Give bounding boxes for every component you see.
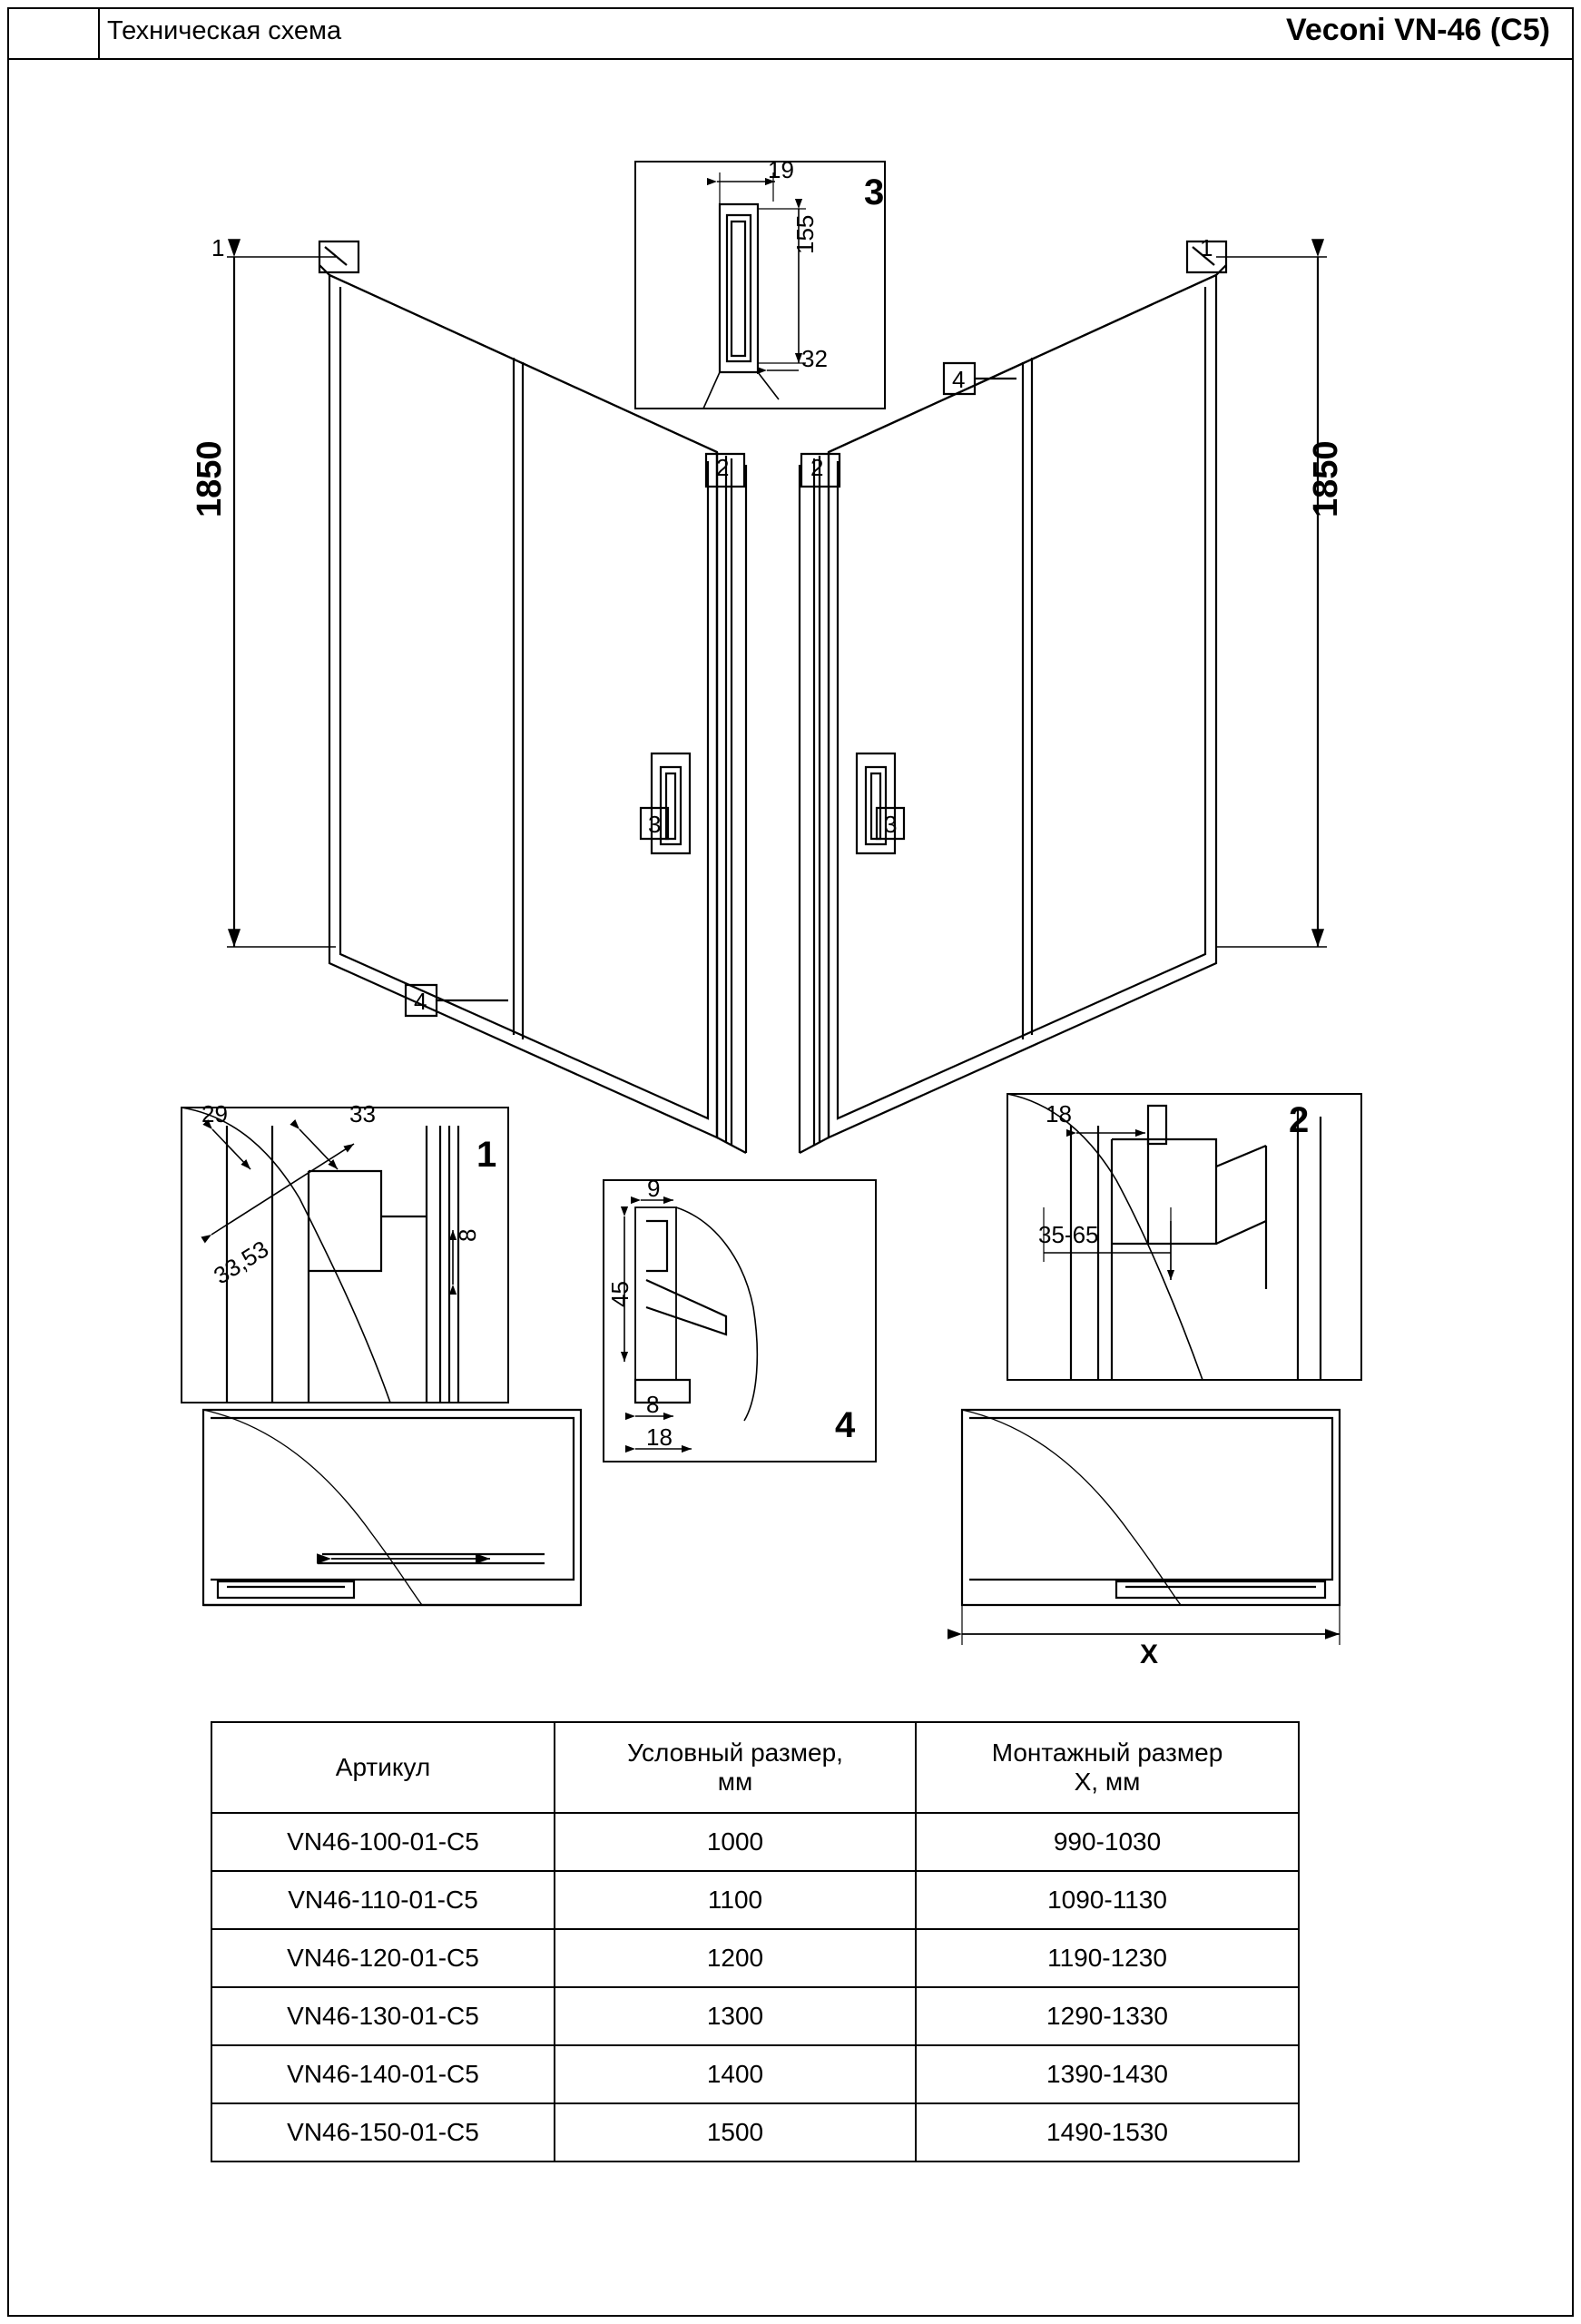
detail-2-label: 2 [1289,1100,1310,1140]
detail-1-dim-b: 33 [349,1100,376,1128]
table-row [211,2103,1299,2162]
marker-3-left-label: 3 [648,811,662,838]
detail-3-height-dim: 155 [791,214,819,254]
marker-2-right-label: 2 [810,454,824,481]
cell-mount: 990-1030 [916,1813,1299,1871]
marker-1-right-label: 1 [1200,234,1213,261]
detail-1-dim-c: 33,53 [209,1235,274,1290]
height-dimension-left: 1850 [191,440,229,517]
table-row [211,1929,1299,1987]
cell-nominal: 1400 [555,2045,916,2103]
header-mount-line1: Монтажный размер [991,1738,1223,1767]
detail-4-label: 4 [835,1405,856,1445]
header-article: Артикул [211,1722,555,1813]
cell-article: VN46-140-01-C5 [211,2045,555,2103]
detail-3-depth-dim: 32 [801,345,828,372]
header-mount-size [916,1722,1299,1813]
cell-mount: 1390-1430 [916,2045,1299,2103]
cell-nominal: 1200 [555,1929,916,1987]
table-row [211,1987,1299,2045]
detail-4-dim-a: 9 [647,1175,661,1202]
cell-nominal: 1300 [555,1987,916,2045]
header-nominal-line1: Условный размер, [627,1738,843,1767]
drawing-type-label: Техническая схема [107,16,342,45]
cell-nominal: 1500 [555,2103,916,2162]
cell-mount: 1490-1530 [916,2103,1299,2162]
cell-article: VN46-120-01-C5 [211,1929,555,1987]
cell-article: VN46-130-01-C5 [211,1987,555,2045]
plan-x-dimension: X [1140,1640,1159,1669]
marker-2-left-label: 2 [716,454,730,481]
detail-3-label: 3 [864,172,885,212]
cell-article: VN46-100-01-C5 [211,1813,555,1871]
header-mount-line2: Х, мм [1074,1768,1141,1796]
header-nominal-line2: мм [717,1768,753,1796]
specification-table [211,1721,1300,2162]
detail-1-dim-a: 29 [201,1100,228,1128]
cell-nominal: 1100 [555,1871,916,1929]
detail-4-dim-d: 18 [646,1423,673,1451]
cell-mount: 1290-1330 [916,1987,1299,2045]
detail-2-dim-b: 35-65 [1038,1221,1099,1248]
detail-1-label: 1 [476,1135,497,1175]
cell-mount: 1090-1130 [916,1871,1299,1929]
table-row [211,1871,1299,1929]
marker-4-left-label: 4 [414,988,427,1015]
detail-1-dim-d: 8 [454,1228,481,1242]
marker-4-right-label: 4 [952,366,966,393]
table-header-row [211,1722,1299,1813]
height-dimension-right: 1850 [1307,440,1345,517]
cell-article: VN46-150-01-C5 [211,2103,555,2162]
marker-1-left-label: 1 [211,234,225,261]
detail-4-dim-c: 8 [646,1391,660,1418]
detail-4-dim-b: 45 [606,1281,633,1307]
marker-3-right-label: 3 [884,811,898,838]
table-row [211,2045,1299,2103]
cell-mount: 1190-1230 [916,1929,1299,1987]
product-model-label: Veconi VN-46 (C5) [1286,13,1550,47]
detail-3-width-dim: 19 [768,156,794,183]
cell-article: VN46-110-01-C5 [211,1871,555,1929]
table-row [211,1813,1299,1871]
cell-nominal: 1000 [555,1813,916,1871]
detail-2-dim-a: 18 [1046,1100,1072,1128]
header-nominal-size [555,1722,916,1813]
